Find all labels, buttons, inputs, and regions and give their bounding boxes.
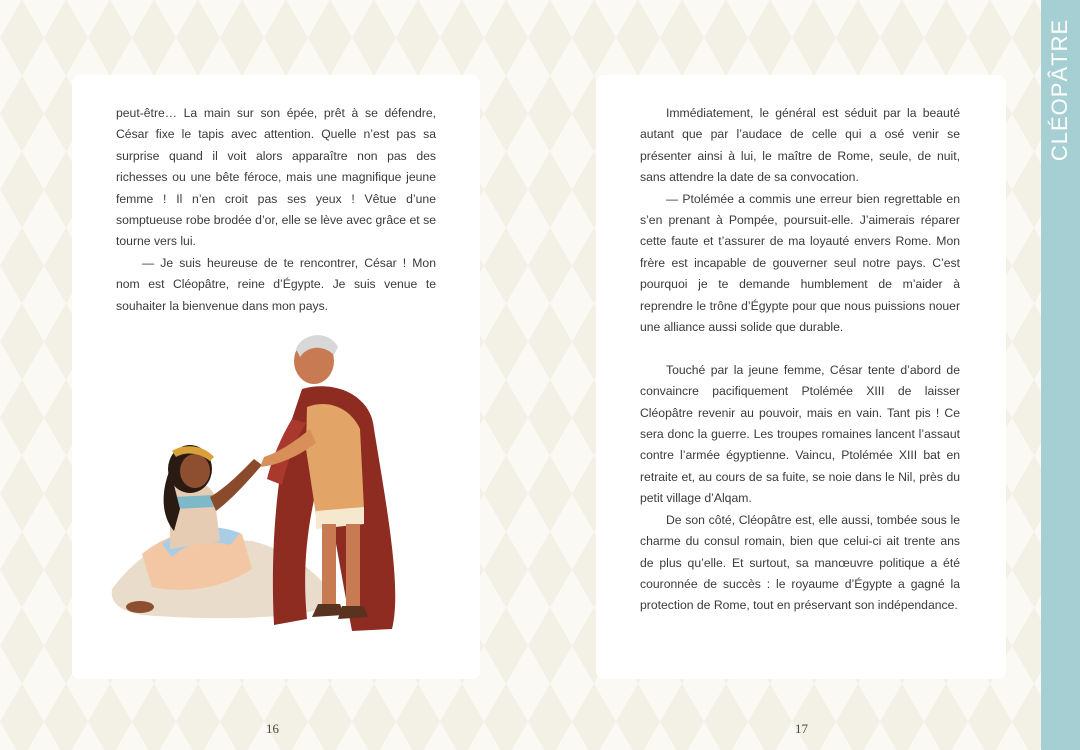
left-page-text xyxy=(116,103,436,317)
paragraph: De son côté, Cléopâtre est, elle aussi, tombée sous le charme du consul romain, bien que celui-ci ait trente ans de plus qu’elle. Et surtout, sa manœuvre politique a été couronnée de succès : le royaume d’Égypte a gagné la protection de Rome, tout en préservant son indépendance. xyxy=(640,512,960,613)
right-page xyxy=(596,75,1006,679)
left-page xyxy=(72,75,480,679)
cleopatra-caesar-illustration xyxy=(102,319,452,659)
paragraph: Touché par la jeune femme, César tente d’abord de convaincre pacifiquement Ptolémée XIII de laisser Cléopâtre revenir au pouvoir, mais en vain. Tant pis ! Ce sera donc la guerre. Les troupes romaines lancent l’assaut contre l’armée égyptienne. Vaincu, Ptolémée XIII bat en retraite et, au cours de sa fuite, se noie dans le Nil, près du petit village d’Alqam. xyxy=(640,362,960,506)
page-number-left: 16 xyxy=(266,721,279,736)
chapter-label: CLÉOPÂTRE xyxy=(1047,18,1072,162)
paragraph: peut-être… La main sur son épée, prêt à se défendre, César fixe le tapis avec attention. Quelle n’est pas sa surprise quand il voit alors apparaître non pas des richesses ou une bête féroce, mais une magnifique jeune femme ! Il n’en croit pas ses yeux ! Vêtue d’une somptueuse robe brodée d’or, elle se lève avec grâce et se tourne vers lui. xyxy=(116,106,436,249)
chapter-side-tab xyxy=(1041,0,1080,750)
paragraph: — Je suis heureuse de te rencontrer, César ! Mon nom est Cléopâtre, reine d’Égypte. Je suis venue te souhaiter la bienvenue dans mon pays. xyxy=(116,255,436,313)
page-number-right: 17 xyxy=(795,721,808,736)
right-page-text xyxy=(640,103,960,617)
paragraph: Immédiatement, le général est séduit par la beauté autant que par l’audace de celle qui a osé venir se présenter ainsi à lui, le maître de Rome, seule, de nuit, sans attendre la date de sa convocation. xyxy=(640,106,960,185)
paragraph: — Ptolémée a commis une erreur bien regrettable en s’en prenant à Pompée, poursuit-elle. J’aimerais réparer cette faute et t’assurer de ma loyauté envers Rome. Mon frère est incapable de gouverner seul notre pays. C’est pourquoi je te demande humblement de m’aider à reprendre le trône d’Égypte pour que nous puissions nouer une alliance aussi solide que durable. xyxy=(640,191,960,335)
